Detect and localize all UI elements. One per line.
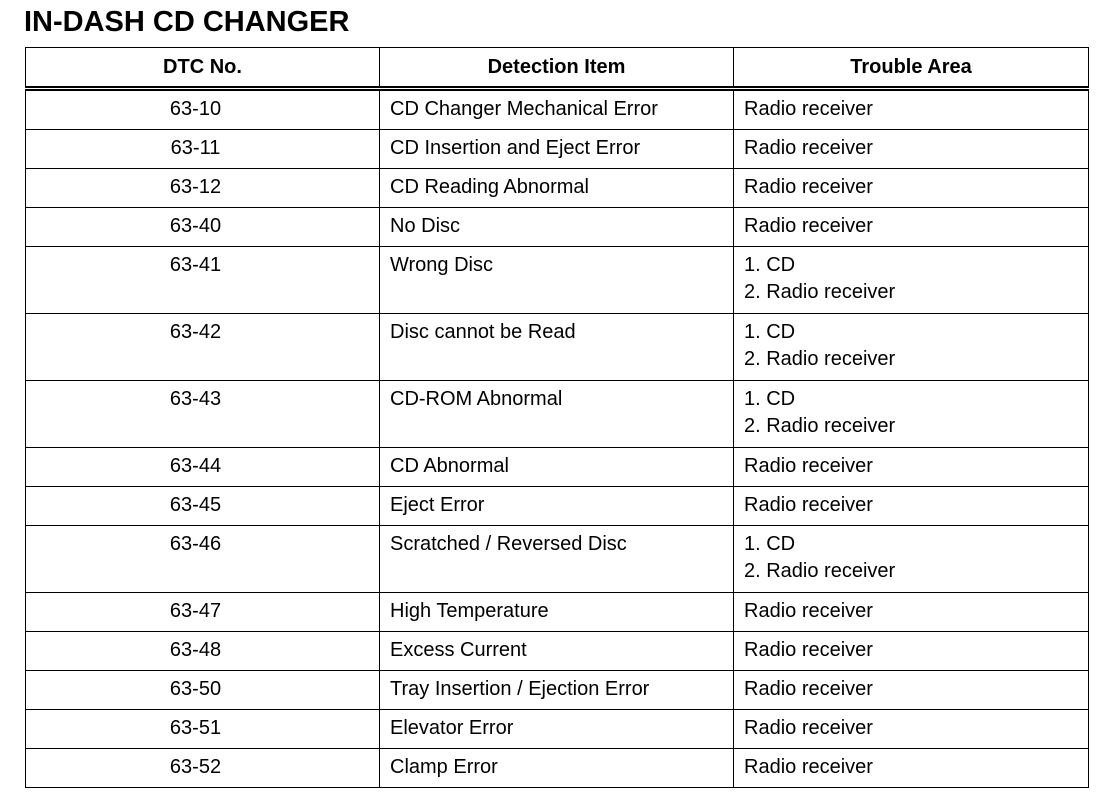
column-header-dtc-no: DTC No. [26, 48, 380, 89]
trouble-area-line: 1. CD [744, 321, 796, 343]
table-row [26, 632, 1089, 671]
detection-item-cell: CD Reading Abnormal [380, 169, 734, 208]
trouble-area-line: 2. Radio receiver [744, 348, 896, 370]
trouble-area-cell [734, 130, 1089, 169]
detection-item-cell: CD Insertion and Eject Error [380, 130, 734, 169]
detection-item-cell: Eject Error [380, 487, 734, 526]
table-row [26, 749, 1089, 788]
dtc-code-cell: 63-12 [26, 169, 380, 208]
detection-item-cell: No Disc [380, 208, 734, 247]
dtc-code-cell: 63-52 [26, 749, 380, 788]
dtc-code-cell: 63-41 [26, 247, 380, 314]
trouble-area-cell [734, 526, 1089, 593]
detection-item-cell: Excess Current [380, 632, 734, 671]
dtc-code-cell: 63-10 [26, 89, 380, 130]
trouble-area-cell [734, 487, 1089, 526]
trouble-area-cell [734, 593, 1089, 632]
table-body [26, 89, 1089, 788]
trouble-area-cell [734, 749, 1089, 788]
table-row [26, 448, 1089, 487]
trouble-area-line: Radio receiver [744, 176, 873, 198]
trouble-area-line: Radio receiver [744, 756, 873, 778]
detection-item-cell: Wrong Disc [380, 247, 734, 314]
table-row [26, 89, 1089, 130]
trouble-area-line: 1. CD [744, 388, 796, 410]
dtc-code-cell: 63-11 [26, 130, 380, 169]
column-header-detection-item: Detection Item [380, 48, 734, 89]
table-row [26, 710, 1089, 749]
trouble-area-line: Radio receiver [744, 717, 873, 739]
table-row [26, 487, 1089, 526]
trouble-area-line: 2. Radio receiver [744, 415, 896, 437]
dtc-code-cell: 63-50 [26, 671, 380, 710]
trouble-area-line: 1. CD [744, 533, 796, 555]
dtc-code-cell: 63-45 [26, 487, 380, 526]
trouble-area-cell [734, 247, 1089, 314]
detection-item-cell: CD Abnormal [380, 448, 734, 487]
trouble-area-line: Radio receiver [744, 98, 873, 120]
table-row [26, 526, 1089, 593]
detection-item-cell: CD Changer Mechanical Error [380, 89, 734, 130]
trouble-area-line: Radio receiver [744, 494, 873, 516]
dtc-code-cell: 63-43 [26, 381, 380, 448]
trouble-area-cell [734, 208, 1089, 247]
trouble-area-line: 2. Radio receiver [744, 281, 896, 303]
detection-item-cell: Clamp Error [380, 749, 734, 788]
trouble-area-cell [734, 381, 1089, 448]
table-row [26, 130, 1089, 169]
dtc-code-cell: 63-42 [26, 314, 380, 381]
dtc-code-cell: 63-46 [26, 526, 380, 593]
page-title: IN-DASH CD CHANGER [24, 6, 350, 38]
dtc-code-cell: 63-51 [26, 710, 380, 749]
table-row [26, 381, 1089, 448]
table-row [26, 314, 1089, 381]
detection-item-cell: CD-ROM Abnormal [380, 381, 734, 448]
trouble-area-cell [734, 169, 1089, 208]
trouble-area-cell [734, 448, 1089, 487]
dtc-code-cell: 63-47 [26, 593, 380, 632]
trouble-area-cell [734, 710, 1089, 749]
trouble-area-cell [734, 671, 1089, 710]
table-row [26, 169, 1089, 208]
table-row [26, 671, 1089, 710]
dtc-code-cell: 63-48 [26, 632, 380, 671]
detection-item-cell: Disc cannot be Read [380, 314, 734, 381]
trouble-area-line: 1. CD [744, 254, 796, 276]
table-row [26, 247, 1089, 314]
detection-item-cell: Elevator Error [380, 710, 734, 749]
detection-item-cell: High Temperature [380, 593, 734, 632]
trouble-area-line: Radio receiver [744, 137, 873, 159]
trouble-area-line: 2. Radio receiver [744, 560, 896, 582]
trouble-area-cell [734, 89, 1089, 130]
dtc-code-cell: 63-44 [26, 448, 380, 487]
trouble-area-cell [734, 314, 1089, 381]
detection-item-cell: Scratched / Reversed Disc [380, 526, 734, 593]
table-row [26, 208, 1089, 247]
table-header-row [26, 48, 1089, 89]
trouble-area-line: Radio receiver [744, 639, 873, 661]
trouble-area-cell [734, 632, 1089, 671]
dtc-code-cell: 63-40 [26, 208, 380, 247]
trouble-area-line: Radio receiver [744, 455, 873, 477]
detection-item-cell: Tray Insertion / Ejection Error [380, 671, 734, 710]
dtc-table [25, 47, 1089, 788]
trouble-area-line: Radio receiver [744, 215, 873, 237]
trouble-area-line: Radio receiver [744, 600, 873, 622]
trouble-area-line: Radio receiver [744, 678, 873, 700]
column-header-trouble-area: Trouble Area [734, 48, 1089, 89]
table-row [26, 593, 1089, 632]
